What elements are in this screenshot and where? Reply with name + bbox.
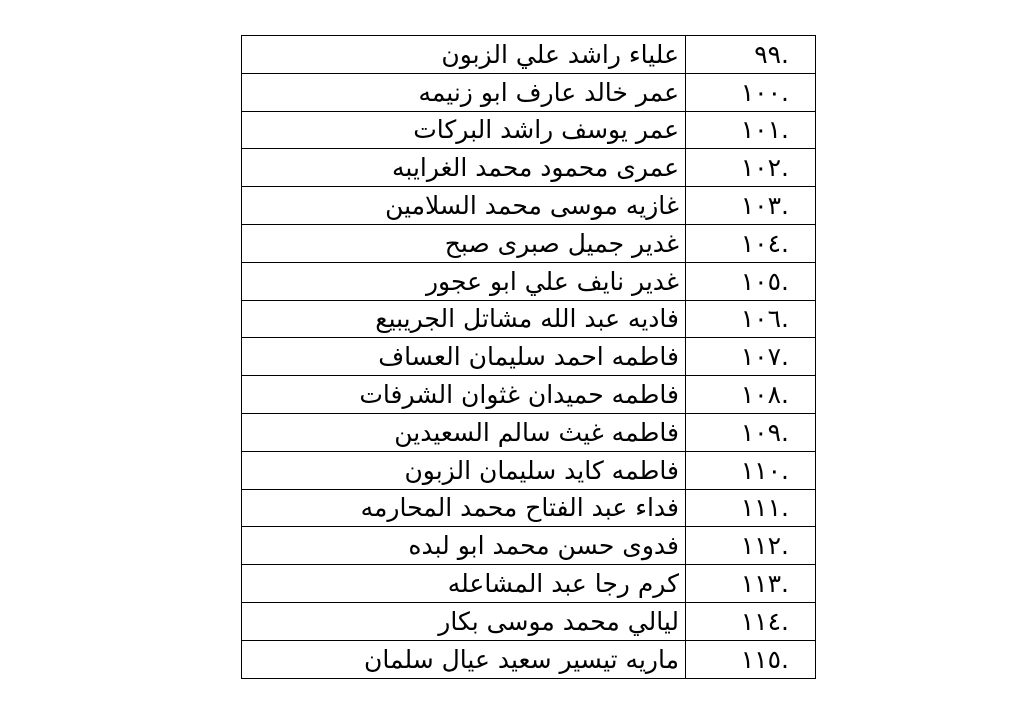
name-cell: فاطمه احمد سليمان العساف [242, 338, 686, 376]
name-cell: غدير جميل صبرى صبح [242, 224, 686, 262]
names-table [241, 35, 816, 679]
name-cell: فداء عبد الفتاح محمد المحارمه [242, 489, 686, 527]
row-number-cell: .١٠٥ [686, 262, 816, 300]
name-cell: فدوى حسن محمد ابو لبده [242, 527, 686, 565]
row-number-cell: .١٠٣ [686, 187, 816, 225]
row-number-cell: .٩٩ [686, 36, 816, 74]
name-cell: ماريه تيسير سعيد عيال سلمان [242, 640, 686, 678]
table-row [242, 224, 816, 262]
row-number-cell: .١٠٨ [686, 376, 816, 414]
table-row [242, 300, 816, 338]
table-row [242, 262, 816, 300]
table-row [242, 111, 816, 149]
name-cell: غدير نايف علي ابو عجور [242, 262, 686, 300]
row-number-cell: .١٠٠ [686, 73, 816, 111]
table-row [242, 527, 816, 565]
table-row [242, 73, 816, 111]
name-cell: فاطمه غيث سالم السعيدين [242, 413, 686, 451]
name-cell: كرم رجا عبد المشاعله [242, 565, 686, 603]
table-row [242, 565, 816, 603]
table-row [242, 489, 816, 527]
row-number-cell: .١١٠ [686, 451, 816, 489]
row-number-cell: .١١٥ [686, 640, 816, 678]
row-number-cell: .١١١ [686, 489, 816, 527]
row-number-cell: .١٠٦ [686, 300, 816, 338]
row-number-cell: .١١٣ [686, 565, 816, 603]
table-row [242, 149, 816, 187]
table-row [242, 338, 816, 376]
name-cell: عمر يوسف راشد البركات [242, 111, 686, 149]
name-cell: عمر خالد عارف ابو زنيمه [242, 73, 686, 111]
table-row [242, 187, 816, 225]
name-cell: علياء راشد علي الزبون [242, 36, 686, 74]
table-row [242, 640, 816, 678]
names-table-body [242, 36, 816, 679]
row-number-cell: .١٠٩ [686, 413, 816, 451]
table-row [242, 413, 816, 451]
name-cell: فاطمه كايد سليمان الزبون [242, 451, 686, 489]
row-number-cell: .١١٤ [686, 602, 816, 640]
row-number-cell: .١١٢ [686, 527, 816, 565]
name-cell: ليالي محمد موسى بكار [242, 602, 686, 640]
row-number-cell: .١٠٤ [686, 224, 816, 262]
name-cell: عمرى محمود محمد الغرايبه [242, 149, 686, 187]
table-row [242, 376, 816, 414]
row-number-cell: .١٠٢ [686, 149, 816, 187]
table-row [242, 602, 816, 640]
row-number-cell: .١٠١ [686, 111, 816, 149]
name-cell: غازيه موسى محمد السلامين [242, 187, 686, 225]
table-row [242, 451, 816, 489]
row-number-cell: .١٠٧ [686, 338, 816, 376]
name-cell: فاطمه حميدان غثوان الشرفات [242, 376, 686, 414]
table-row [242, 36, 816, 74]
name-cell: فاديه عبد الله مشاتل الجريبيع [242, 300, 686, 338]
